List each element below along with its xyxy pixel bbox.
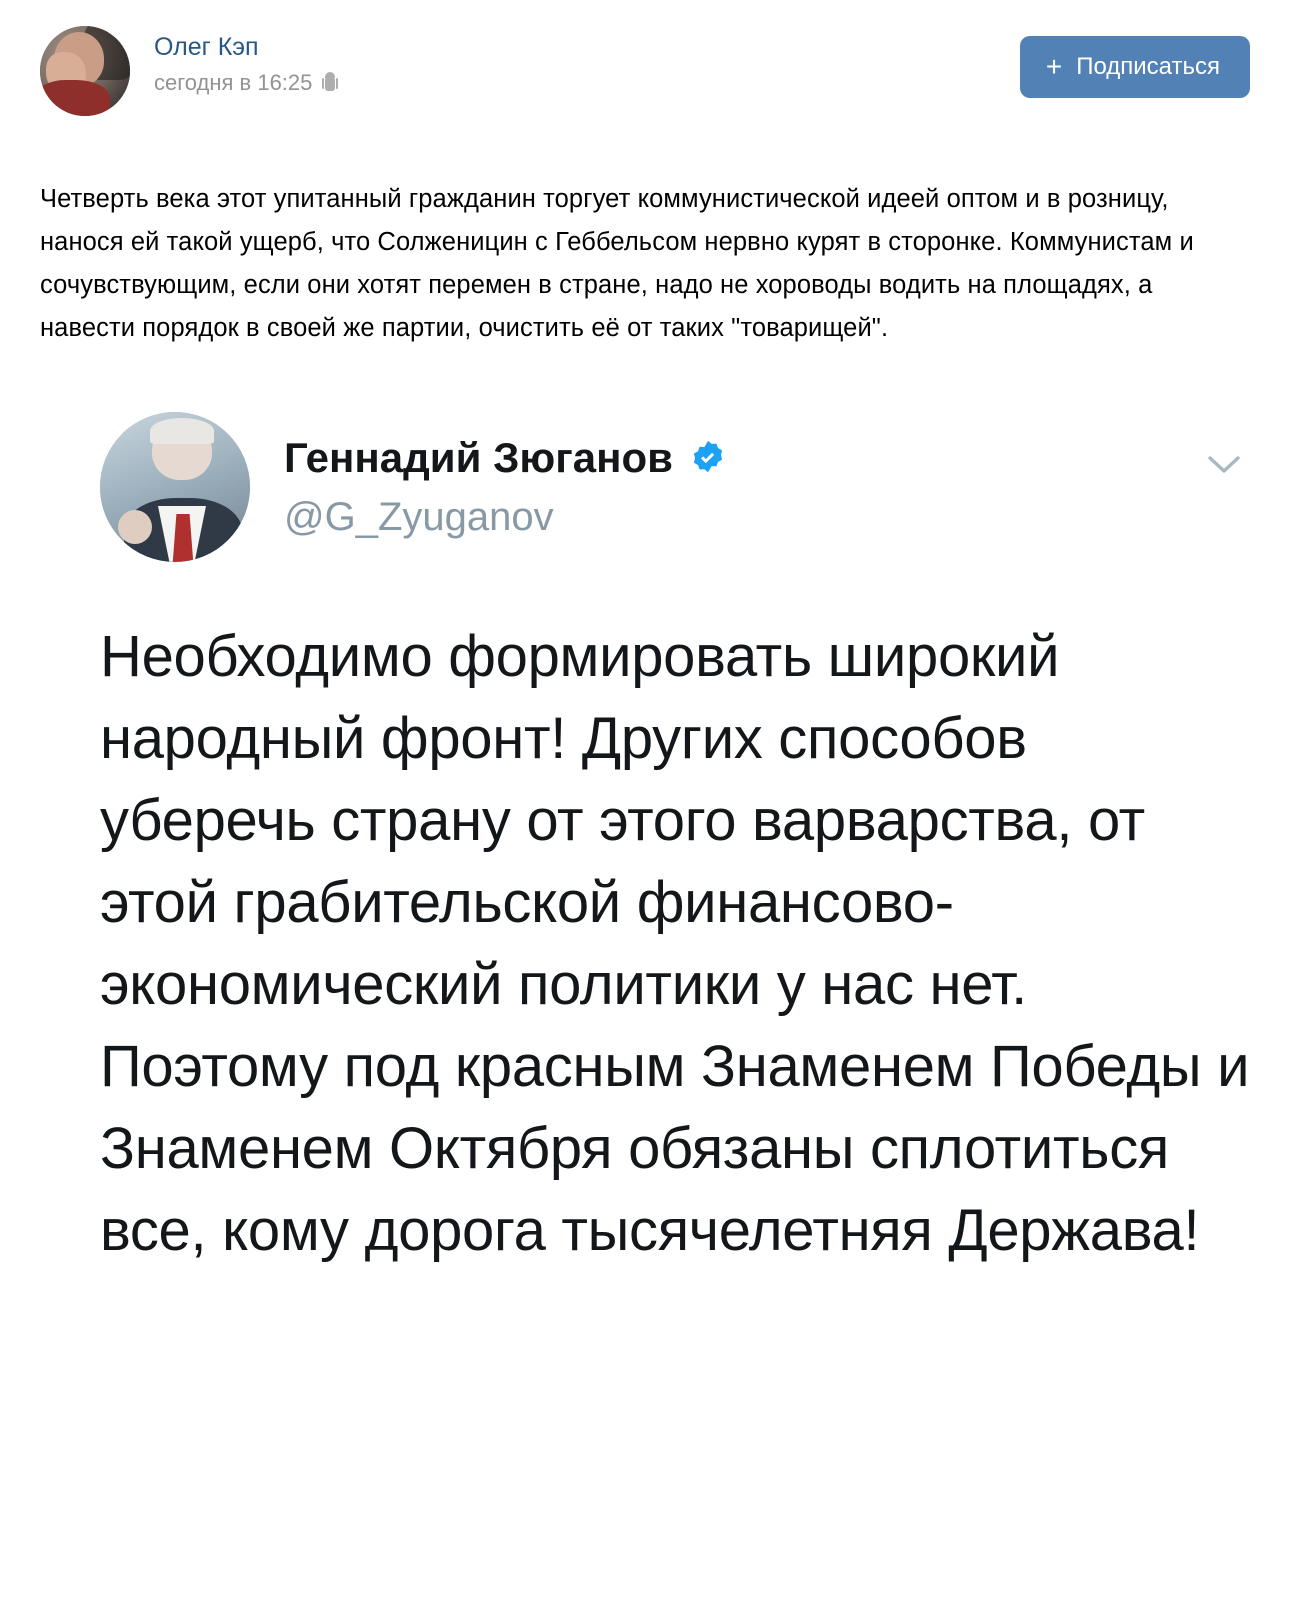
android-robot-arm-right [336, 78, 338, 89]
android-robot-icon [322, 72, 338, 94]
post-text: Четверть века этот упитанный гражданин торгует коммунистической идеей оптом и в розницу, нанося ей такой ущерб, что Солженицин с Геббельсом нервно курят в сторонке. Коммунистам и сочувствующим, если они хотят перемен в стране, надо не хороводы водить на площадях, а навести порядок в своей же партии, очистить её от таких "товарищей". [40, 185, 1194, 342]
post-header-text [154, 26, 338, 96]
plus-icon: + [1045, 51, 1063, 82]
avatar-body [40, 80, 110, 116]
subscribe-button-label: Подписаться [1076, 53, 1220, 80]
subscribe-button[interactable] [1020, 36, 1250, 98]
post-author-name[interactable]: Олег Кэп [154, 33, 259, 61]
android-robot-body [325, 78, 335, 91]
tweet-avatar[interactable] [100, 412, 250, 562]
post-header [40, 26, 1250, 130]
avatar[interactable] [40, 26, 130, 116]
tweet-header [100, 412, 1250, 562]
tweet-avatar-hair [150, 418, 214, 444]
tweet-text: Необходимо формировать широкий народный фронт! Других способов уберечь страну от этого варварства, от этой грабительской финансово-экономический политики у нас нет. Поэтому под красным Знаменем Победы и Знаменем Октября обязаны сплотиться все, кому дорога тысячелетняя Держава! [100, 624, 1250, 1263]
post-date[interactable]: сегодня в 16:25 [154, 70, 313, 95]
tweet-handle[interactable]: @G_Zyuganov [284, 495, 554, 539]
verified-badge-icon [689, 439, 727, 477]
android-robot-arm-left [322, 78, 324, 89]
tweet-avatar-hand [118, 510, 152, 544]
chevron-down-icon[interactable] [1202, 442, 1246, 486]
tweet-identity [284, 412, 727, 540]
embedded-tweet[interactable] [100, 412, 1250, 1302]
tweet-author-name[interactable]: Геннадий Зюганов [284, 434, 673, 481]
post-meta-row [154, 70, 338, 96]
tweet-name-row [284, 434, 727, 482]
